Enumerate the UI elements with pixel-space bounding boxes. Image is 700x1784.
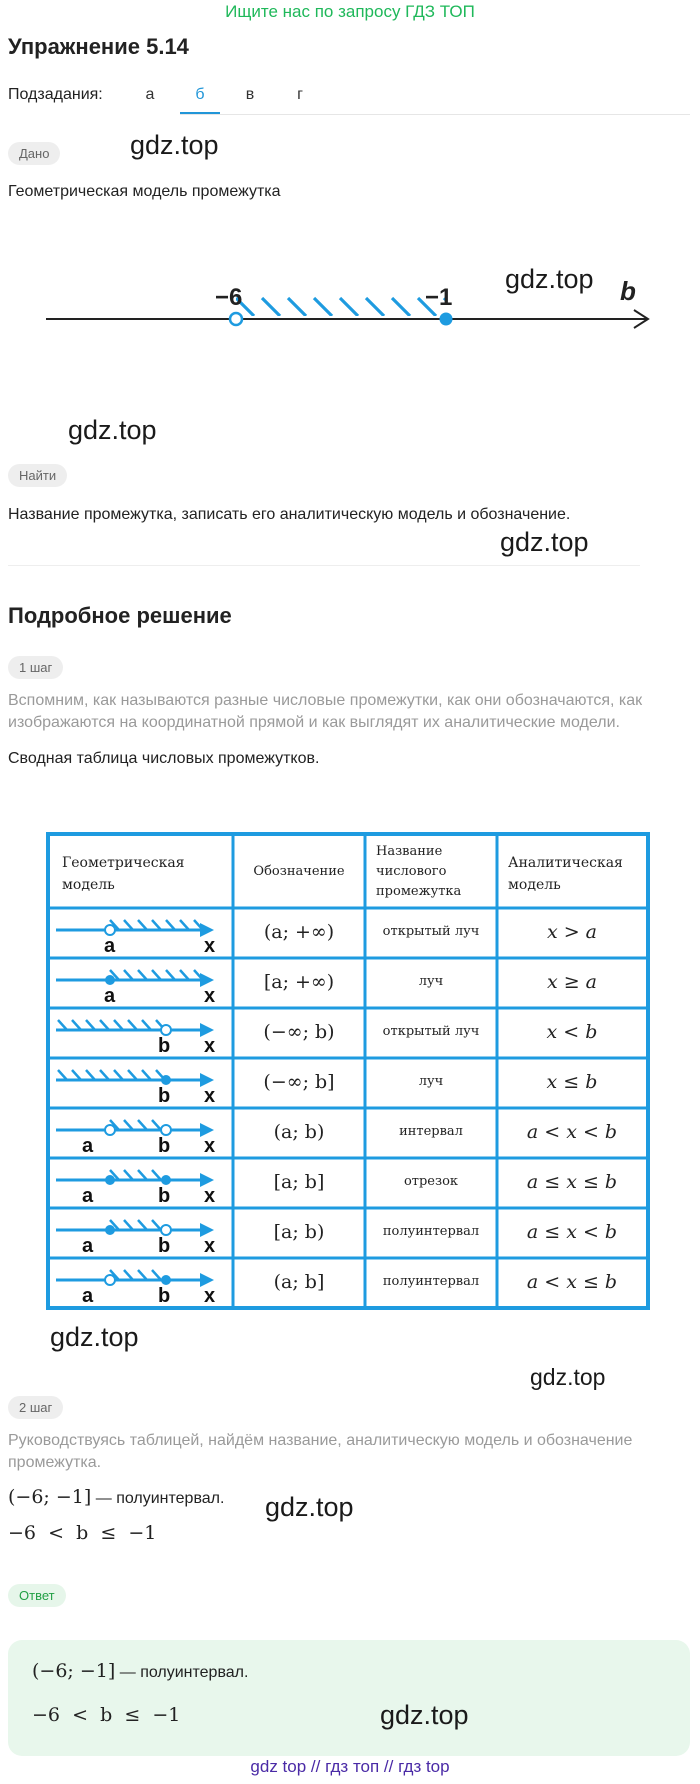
table-row (50, 908, 646, 958)
top-ad-link[interactable]: Ищите нас по запросу ГДЗ ТОП (225, 2, 475, 21)
row-geometric-sketch (54, 1160, 230, 1206)
row-geometric-sketch (54, 1110, 230, 1156)
row-notation: [a; +∞) (263, 971, 335, 993)
footer-links[interactable]: gdz top // гдз топ // гдз top (250, 1757, 450, 1776)
sketch-label-x: x (204, 985, 216, 1006)
step1-text: Вспомним, как называются разные числовые промежутки, как они обозначаются, как изображаются на координатной прямой и как выглядят их аналитические модели. (8, 692, 643, 731)
row-geometric-sketch (54, 1060, 230, 1106)
row-notation: (a; +∞) (263, 921, 335, 943)
watermark: gdz.top (130, 130, 219, 160)
sketch-label-b: b (158, 1285, 171, 1306)
row-interval-name: полуинтервал (382, 1274, 480, 1289)
sketch-label-b: b (158, 1235, 171, 1256)
sketch-label-x: x (204, 1185, 216, 1206)
given-text: Геометрическая модель промежутка (8, 183, 281, 200)
header-analytic-model: Аналитическая модель (508, 855, 623, 893)
table-row (50, 1008, 646, 1058)
header-interval-name: Название числового промежутка (376, 844, 462, 899)
sketch-label-a: a (82, 1285, 94, 1306)
row-analytic-model: a ≤ x ≤ b (526, 1171, 618, 1193)
row-analytic-model: x ≤ b (546, 1071, 598, 1093)
table-row (50, 1058, 646, 1108)
row-analytic-model: a ≤ x < b (526, 1221, 618, 1243)
row-analytic-model: x ≥ a (546, 971, 598, 993)
table-row (50, 1258, 646, 1308)
answer-box (8, 1640, 690, 1756)
subtasks-divider (180, 114, 690, 115)
sketch-label-a: a (104, 985, 116, 1006)
sketch-label-x: x (204, 1085, 216, 1106)
section-divider (8, 565, 640, 566)
subtasks-label: Подзадания: (8, 86, 103, 103)
watermark: gdz.top (380, 1700, 469, 1730)
row-interval-name: полуинтервал (382, 1224, 480, 1239)
sketch-label-b: b (158, 1035, 171, 1056)
sketch-label-a: a (82, 1185, 94, 1206)
row-notation: (a; b) (273, 1121, 325, 1143)
row-analytic-model: x < b (546, 1021, 598, 1043)
sketch-label-x: x (204, 1235, 216, 1256)
table-row (50, 1208, 646, 1258)
find-badge: Найти (8, 464, 67, 487)
intervals-table (46, 832, 650, 1310)
sketch-label-x: x (204, 1035, 216, 1056)
sketch-label-b: b (158, 1185, 171, 1206)
closed-point (440, 313, 453, 326)
step1-badge: 1 шаг (8, 656, 63, 679)
row-interval-name: луч (418, 974, 444, 989)
answer-interval-name: — полуинтервал. (115, 1664, 249, 1681)
answer-notation-line (32, 1660, 248, 1682)
watermark: gdz.top (505, 264, 594, 294)
step1-lead: Сводная таблица числовых промежутков. (8, 750, 320, 767)
row-geometric-sketch (54, 1260, 230, 1306)
row-notation: [a; b) (273, 1221, 325, 1243)
row-geometric-sketch (54, 1010, 230, 1056)
solution-title: Подробное решение (8, 603, 232, 628)
row-interval-name: луч (418, 1074, 444, 1089)
sketch-label-x: x (204, 1135, 216, 1156)
watermark: gdz.top (530, 1364, 606, 1390)
watermark: gdz.top (68, 415, 157, 445)
step2-inequality: −6 < b ≤ −1 (8, 1522, 157, 1544)
table-row (50, 1108, 646, 1158)
sketch-label-b: b (158, 1135, 171, 1156)
point-label-right: −1 (425, 284, 453, 311)
row-geometric-sketch (54, 910, 230, 956)
header-notation: Обозначение (253, 864, 345, 879)
watermark: gdz.top (265, 1492, 354, 1522)
header-geometric-model: Геометрическая модель (62, 855, 185, 893)
point-label-left: −6 (215, 284, 243, 311)
sketch-label-x: x (204, 935, 216, 956)
row-geometric-sketch (54, 960, 230, 1006)
row-notation: (−∞; b] (263, 1071, 335, 1093)
row-notation: [a; b] (273, 1171, 325, 1193)
subtask-tab-b[interactable]: б (195, 86, 205, 103)
row-analytic-model: a < x ≤ b (526, 1271, 618, 1293)
active-tab-underline (180, 112, 220, 114)
row-notation: (−∞; b) (263, 1021, 335, 1043)
table-row (50, 958, 646, 1008)
open-point (230, 313, 242, 325)
answer-badge: Ответ (8, 1584, 66, 1607)
answer-notation: (−6; −1] (32, 1660, 116, 1682)
sketch-label-x: x (204, 1285, 216, 1306)
row-interval-name: отрезок (403, 1174, 459, 1189)
sketch-label-b: b (158, 1085, 171, 1106)
sketch-label-a: a (104, 935, 116, 956)
row-interval-name: открытый луч (382, 1024, 480, 1039)
step2-notation: (−6; −1] (8, 1486, 92, 1508)
find-text: Название промежутка, записать его аналитическую модель и обозначение. (8, 506, 571, 523)
row-analytic-model: a < x < b (526, 1121, 618, 1143)
sketch-label-a: a (82, 1135, 94, 1156)
subtask-tab-a[interactable]: а (145, 86, 155, 103)
step2-interval-name: — полуинтервал. (91, 1490, 225, 1507)
page-title: Упражнение 5.14 (8, 34, 189, 59)
subtask-tab-g[interactable]: г (297, 86, 303, 103)
row-interval-name: открытый луч (382, 924, 480, 939)
row-analytic-model: x > a (546, 921, 598, 943)
answer-inequality: −6 < b ≤ −1 (32, 1704, 181, 1726)
variable-label: b (620, 276, 636, 306)
step2-notation-line (8, 1486, 224, 1508)
row-geometric-sketch (54, 1210, 230, 1256)
row-notation: (a; b] (273, 1271, 325, 1293)
watermark: gdz.top (50, 1322, 139, 1352)
step2-badge: 2 шаг (8, 1396, 63, 1419)
given-badge: Дано (8, 142, 60, 165)
watermark: gdz.top (500, 527, 589, 557)
table-row (50, 1158, 646, 1208)
sketch-label-a: a (82, 1235, 94, 1256)
row-interval-name: интервал (399, 1124, 463, 1139)
step2-text: Руководствуясь таблицей, найдём название, аналитическую модель и обозначение промежутка. (8, 1432, 633, 1471)
subtask-tab-v[interactable]: в (245, 86, 255, 103)
